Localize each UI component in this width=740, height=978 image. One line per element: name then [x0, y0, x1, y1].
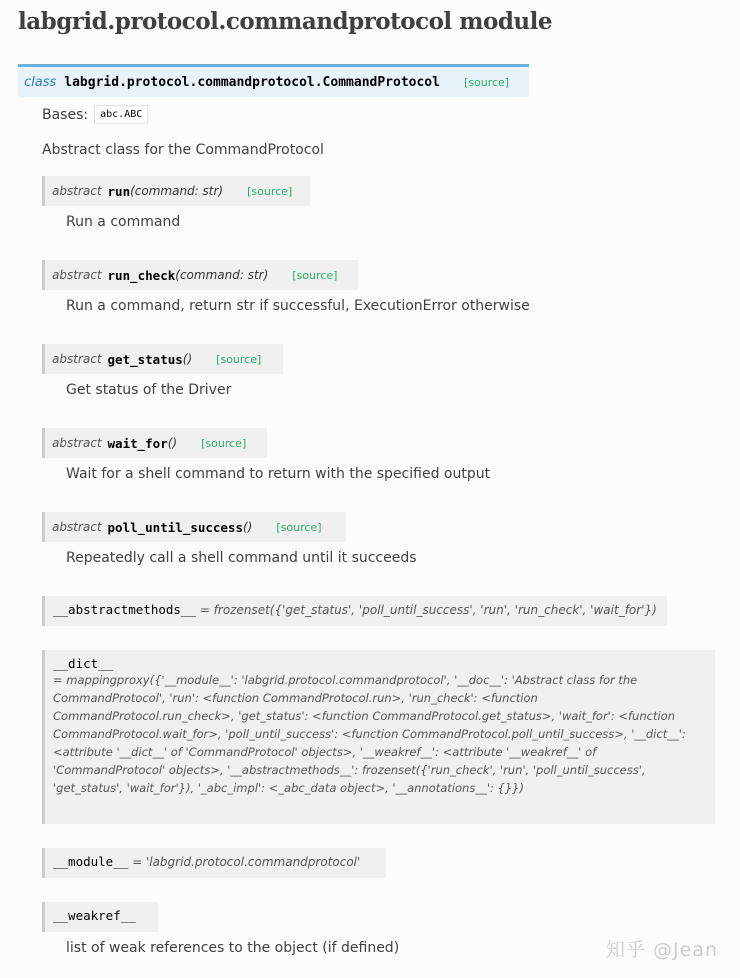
attr-weakref: [42, 902, 158, 932]
method-get-status-signature: [42, 344, 283, 374]
method-wait-for-description: Wait for a shell command to return with the specified output: [66, 466, 491, 482]
class-signature: [18, 64, 529, 97]
method-poll-until-success-description: Repeatedly call a shell command until it succeeds: [66, 550, 417, 566]
watermark: 知乎 @Jean: [605, 939, 718, 961]
abstract-keyword: abstract: [52, 184, 102, 198]
method-get-status-description: Get status of the Driver: [66, 382, 232, 398]
method-params: (): [243, 520, 253, 534]
method-run-signature: [42, 176, 310, 206]
method-source-link[interactable]: [source]: [292, 268, 338, 282]
class-description: Abstract class for the CommandProtocol: [42, 142, 324, 158]
method-source-link[interactable]: [source]: [247, 184, 293, 198]
attr-value: = mappingproxy({'__module__': 'labgrid.protocol.commandprotocol', '__doc__': 'Abstract class for the CommandProtocol', 'run': <function CommandProtocol.run>, 'run_check': <function CommandProtocol.run_check>, 'get_status': <function CommandProtocol.get_status>, 'wait_for': <function CommandProtocol.wait_for>, 'poll_until_success': <function CommandProtocol.poll_until_success>, '__dict__': <attribute '__dict__' of 'CommandProtocol' objects>, '__weakref__': <attribute '__weakref__' of 'CommandProtocol' objects>, '__abstractmethods__': frozenset({'run_check', 'run', 'poll_until_success', 'get_status', 'wait_for'}), '_abc_impl': <_abc_data object>, '__annotations__': {}}): [53, 673, 686, 795]
method-run-check-description: Run a command, return str if successful, ExecutionError otherwise: [66, 298, 530, 314]
method-source-link[interactable]: [source]: [201, 436, 247, 450]
method-name: get_status: [107, 351, 183, 367]
bases-label: Bases:: [42, 106, 89, 123]
method-run-description: Run a command: [66, 214, 181, 230]
attr-value: = frozenset({'get_status', 'poll_until_success', 'run', 'run_check', 'wait_for'}): [196, 603, 657, 617]
attr-module: [42, 848, 386, 878]
abstract-keyword: abstract: [52, 436, 102, 450]
method-source-link[interactable]: [source]: [276, 520, 322, 534]
page-title: labgrid.protocol.commandprotocol module: [18, 8, 553, 35]
method-source-link[interactable]: [source]: [216, 352, 262, 366]
method-params: (): [182, 352, 193, 366]
class-name: labgrid.protocol.commandprotocol.CommandProtocol: [64, 74, 440, 90]
method-name: poll_until_success: [107, 519, 243, 535]
abstract-keyword: abstract: [52, 352, 102, 366]
method-name: wait_for: [107, 435, 168, 451]
bases-row: [42, 105, 148, 124]
method-wait-for-signature: [42, 428, 267, 458]
method-name: run: [107, 183, 131, 199]
attr-value: = 'labgrid.protocol.commandprotocol': [128, 855, 361, 869]
method-run-check-signature: [42, 260, 358, 290]
method-params: (command: str): [130, 184, 224, 198]
method-poll-until-success-signature: [42, 512, 346, 542]
attr-dict: [42, 650, 715, 824]
attr-weakref-description: list of weak references to the object (if defined): [66, 940, 400, 956]
attr-abstractmethods: [42, 596, 667, 626]
attr-name: __weakref__: [53, 908, 136, 923]
method-params: (command: str): [175, 268, 269, 282]
method-name: run_check: [107, 267, 176, 283]
bases-link[interactable]: abc.ABC: [94, 105, 148, 124]
abstract-keyword: abstract: [52, 520, 102, 534]
class-source-link[interactable]: [source]: [463, 75, 510, 89]
attr-name: __dict__: [53, 656, 114, 671]
class-keyword: class: [24, 74, 57, 90]
abstract-keyword: abstract: [52, 268, 102, 282]
attr-name: __abstractmethods__: [53, 602, 196, 617]
attr-name: __module__: [53, 854, 129, 869]
method-params: (): [167, 436, 178, 450]
